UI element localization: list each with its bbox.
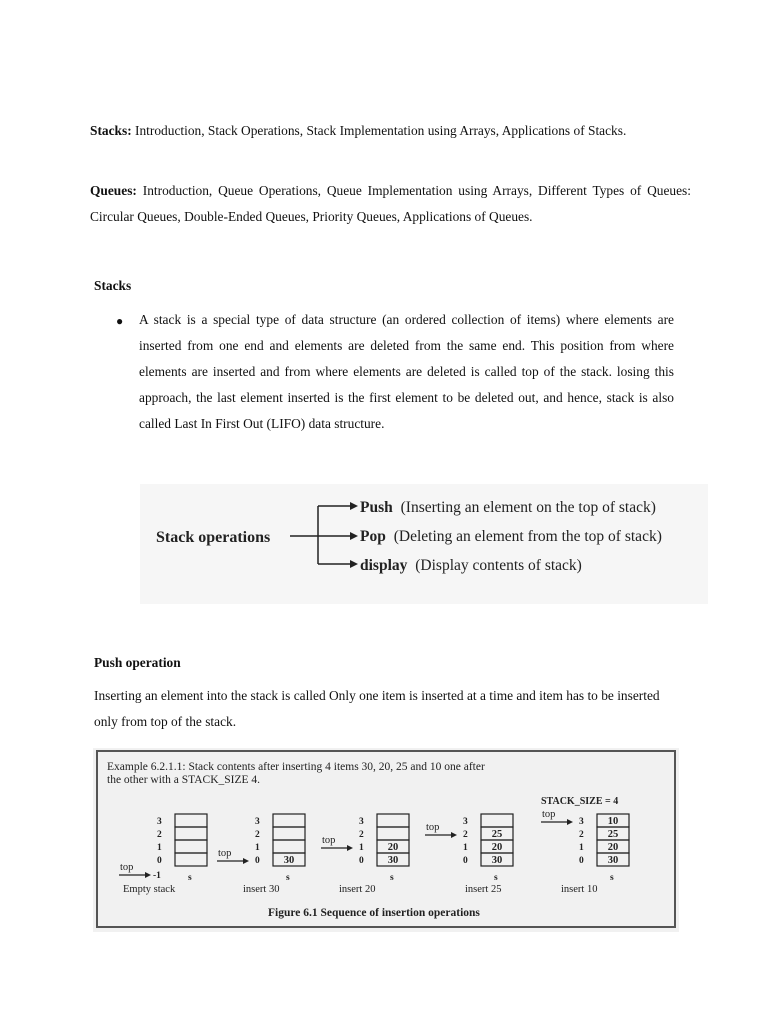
stack-cell-value: 10 (607, 816, 619, 827)
stack-index: 3 (255, 817, 260, 827)
stack-caption: insert 30 (243, 884, 280, 895)
stack-index: 1 (579, 843, 584, 853)
stack-index: 3 (157, 817, 162, 827)
queues-syllabus-text: Introduction, Queue Operations, Queue Implementation using Arrays, Different Types of Queues: Circular Queues, Double-Ended Queues, Priority Queues, Applications of Queues. (90, 183, 691, 224)
stack-size-label: STACK_SIZE = 4 (541, 796, 619, 807)
stack-index: 0 (463, 856, 468, 866)
stack-cell-value: 25 (491, 829, 503, 840)
svg-text:display (Display contents (360, 557, 582, 574)
stack-index: 3 (579, 817, 584, 827)
stack-index: 3 (359, 817, 364, 827)
stack-index: 1 (157, 843, 162, 853)
stack-caption: insert 25 (465, 884, 502, 895)
stack-operations-figure (140, 484, 708, 604)
svg-text:Pop (Deleting an element f (360, 528, 662, 545)
svg-text:Push (Inserting an element (360, 499, 656, 516)
stack-index: 1 (255, 843, 260, 853)
stack-index: 0 (359, 856, 364, 866)
stack-caption: insert 10 (561, 884, 598, 895)
bullet-icon: ● (116, 314, 124, 328)
stack-index: 3 (463, 817, 468, 827)
stack-index: 2 (157, 830, 162, 840)
example-line-2: the other with a STACK_SIZE 4. (107, 774, 261, 786)
stacks-syllabus-label: Stacks: (90, 123, 132, 138)
top-pointer-label: top (542, 809, 556, 820)
stack-operations-root: Stack operations (156, 529, 271, 546)
stack-index: 2 (463, 830, 468, 840)
pop-op-name: Pop (360, 528, 386, 545)
pop-op-desc: (Deleting an element from the top of stack) (393, 528, 662, 545)
stacks-heading: Stacks (94, 278, 132, 293)
stack-cell-value: 20 (607, 842, 619, 853)
top-pointer-label: top (322, 835, 336, 846)
stack-s-label: s (390, 873, 394, 883)
stack-s-label: s (286, 873, 290, 883)
stack-caption: Empty stack (123, 884, 176, 895)
stack-cell-value: 20 (387, 842, 399, 853)
stack-cell-value: 25 (607, 829, 619, 840)
stack-index: 1 (359, 843, 364, 853)
stack-index: 0 (579, 856, 584, 866)
stack-index: 1 (463, 843, 468, 853)
stacks-bullet-text: A stack is a special type of data structure (an ordered collection of items) where elements are inserted from one end and elements are deleted from the same end. This position from where elements are inserted and from where elements are deleted is called top of the stack. losing this approach, the last element inserted is the first element to be deleted out, and hence, stack is also called Last In First Out (LIFO) data structure. (139, 312, 674, 431)
stack-cell-value: 30 (607, 855, 619, 866)
stacks-syllabus-text: Introduction, Stack Operations, Stack Implementation using Arrays, Applications of Stacks. (135, 123, 627, 138)
stack-index: 2 (359, 830, 364, 840)
stack-index: 2 (255, 830, 260, 840)
stacks-syllabus (90, 118, 691, 144)
push-op-name: Push (360, 499, 393, 516)
top-pointer-label: top (120, 862, 134, 873)
stack-cell-value: 30 (491, 855, 503, 866)
figure-caption: Figure 6.1 Sequence of insertion operations (268, 907, 480, 919)
stack-cell-value: 30 (387, 855, 399, 866)
example-line-1: Example 6.2.1.1: Stack contents after inserting 4 items 30, 20, 25 and 10 one after (107, 761, 485, 773)
push-op-desc: (Inserting an element on the top of stack) (400, 499, 656, 516)
queues-syllabus-label: Queues: (90, 183, 137, 198)
top-pointer-label: top (218, 848, 232, 859)
stack-index: 0 (255, 856, 260, 866)
top-pointer-label: top (426, 822, 440, 833)
queues-syllabus (90, 178, 691, 230)
stack-index: 0 (157, 856, 162, 866)
stack-s-label: s (188, 873, 192, 883)
stack-cell-value: 30 (283, 855, 295, 866)
display-op-name: display (360, 557, 408, 574)
stack-cell-value: 20 (491, 842, 503, 853)
insertion-sequence-figure (93, 748, 679, 932)
stack-index: 2 (579, 830, 584, 840)
stack-caption: insert 20 (339, 884, 376, 895)
stack-s-label: s (494, 873, 498, 883)
push-operation-text: Inserting an element into the stack is called Only one item is inserted at a time and item has to be inserted only from top of the stack. (94, 688, 660, 729)
push-operation-heading: Push operation (94, 655, 181, 670)
display-op-desc: (Display contents of stack) (415, 557, 582, 574)
stack-index-neg: -1 (153, 871, 161, 881)
stack-s-label: s (610, 873, 614, 883)
